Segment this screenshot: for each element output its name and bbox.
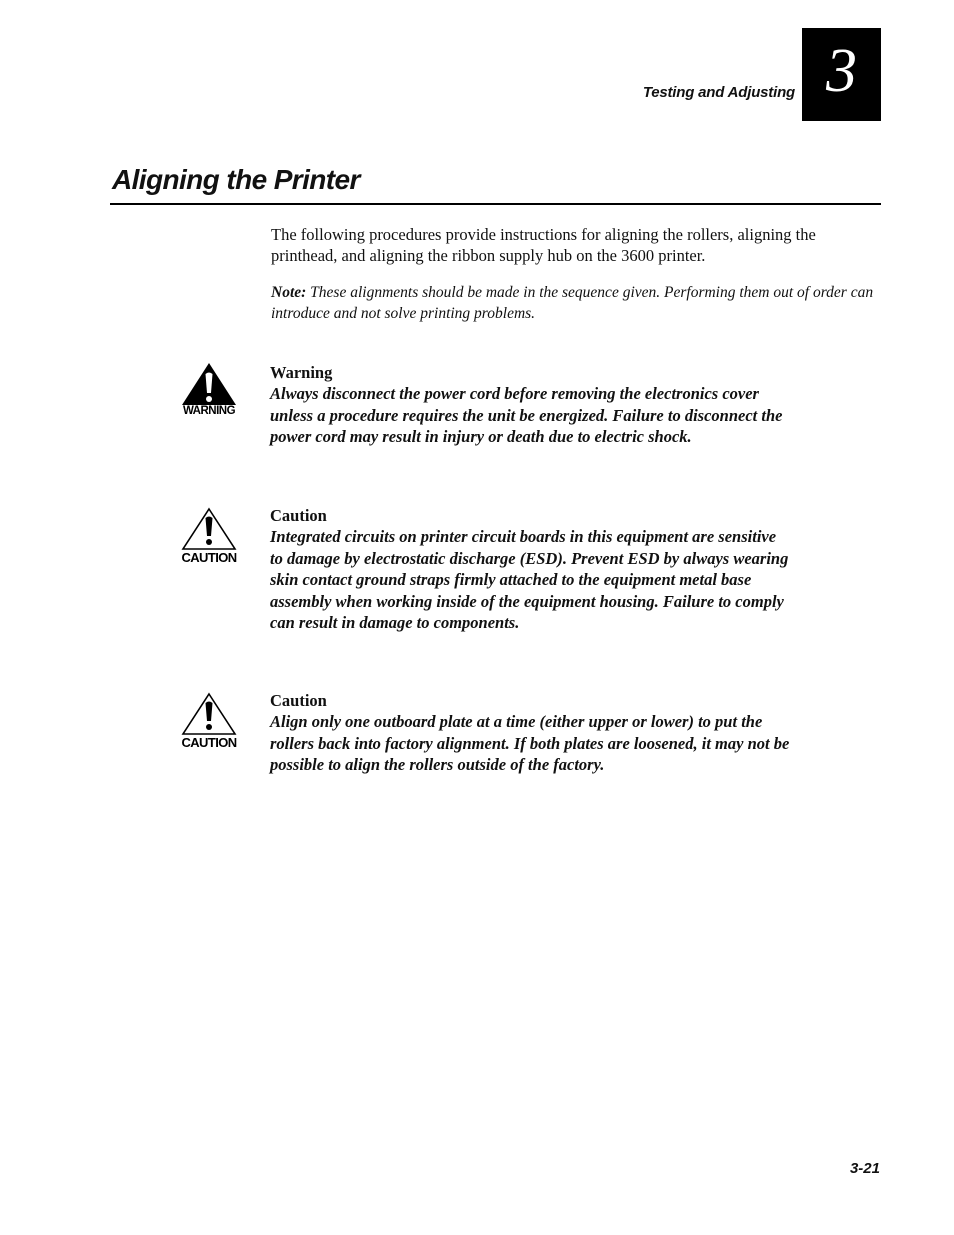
chapter-title: Testing and Adjusting (642, 84, 795, 101)
chapter-header (0, 28, 881, 121)
caution-body-esd (270, 505, 790, 634)
page-number: 3-21 (849, 1160, 880, 1177)
caution-heading: Caution (270, 506, 327, 525)
section-title: Aligning the Printer (112, 164, 360, 195)
warning-heading: Warning (270, 363, 333, 382)
note-text: These alignments should be made in the sequence given. Performing them out of order can introduce and not solve printing problems. (271, 284, 874, 322)
caution-text: Integrated circuits on printer circuit boards in this equipment are sensitive to damage by electrostatic discharge (ESD). Prevent ESD by always wearing skin contact ground straps firmly attached to the equipment metal base assembly when working inside of the equipment housing. Failure to comply can result in damage to components. (270, 527, 789, 632)
caution-text: Align only one outboard plate at a time (either upper or lower) to put the rollers back into factory alignment. If both plates are loosened, it may not be possible to align the rollers outside of the factory. (270, 712, 790, 774)
caution-triangle-icon (181, 507, 237, 551)
warning-icon-label: WARNING (182, 405, 236, 417)
intro-paragraph: The following procedures provide instructions for aligning the rollers, aligning the printhead, and aligning the ribbon supply hub on the 3600 printer. (271, 225, 816, 265)
caution-icon-label: CAUTION (181, 735, 237, 750)
note-label: Note: (271, 284, 307, 301)
note-paragraph (271, 283, 883, 324)
warning-triangle-icon (181, 362, 237, 406)
caution-body-alignment (270, 690, 790, 776)
caution-triangle-icon (181, 692, 237, 736)
warning-icon (178, 362, 240, 417)
caution-heading: Caution (270, 691, 327, 710)
title-rule (110, 203, 881, 205)
chapter-number-box (802, 28, 881, 121)
caution-icon (178, 692, 240, 750)
caution-icon-label: CAUTION (181, 550, 237, 565)
caution-icon (178, 507, 240, 565)
warning-text: Always disconnect the power cord before removing the electronics cover unless a procedure requires the unit be energized. Failure to disconnect the power cord may result in injury or death due to electric shock. (270, 384, 783, 446)
chapter-number: 3 (826, 36, 857, 105)
warning-body (270, 362, 790, 448)
